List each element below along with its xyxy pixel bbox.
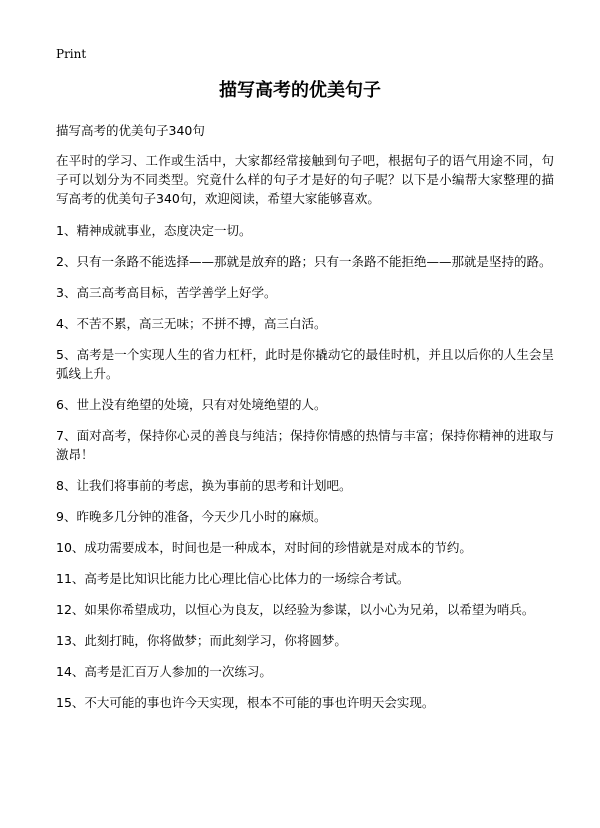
list-item: 8、让我们将事前的考虑，换为事前的思考和计划吧。 [56, 478, 352, 493]
list-item: 15、不大可能的事也许今天实现，根本不可能的事也许明天会实现。 [56, 695, 435, 710]
list-item: 3、高三高考高目标，苦学善学上好学。 [56, 285, 277, 300]
list-item: 9、昨晚多几分钟的准备，今天少几小时的麻烦。 [56, 509, 327, 524]
list-item: 14、高考是汇百万人参加的一次练习。 [56, 664, 272, 679]
list-item: 1、精神成就事业，态度决定一切。 [56, 223, 252, 238]
list-item: 11、高考是比知识比能力比心理比信心比体力的一场综合考试。 [56, 571, 410, 586]
document-subtitle: 描写高考的优美句子340句 [56, 123, 205, 138]
list-item: 6、世上没有绝望的处境，只有对处境绝望的人。 [56, 397, 327, 412]
document-body [56, 121, 554, 724]
list-item: 10、成功需要成本，时间也是一种成本，对时间的珍惜就是对成本的节约。 [56, 540, 472, 555]
list-item: 13、此刻打盹，你将做梦；而此刻学习，你将圆梦。 [56, 633, 347, 648]
intro-paragraph: 在平时的学习、工作或生活中，大家都经常接触到句子吧，根据句子的语气用途不同，句子可以划分为不同类型。究竟什么样的句子才是好的句子呢？以下是小编帮大家整理的描写高考的优美句子340句，欢迎阅读，希望大家能够喜欢。 [56, 153, 554, 206]
list-item: 4、不苦不累，高三无味；不拼不搏，高三白活。 [56, 316, 327, 331]
list-item: 7、面对高考，保持你心灵的善良与纯洁；保持你情感的热情与丰富；保持你精神的进取与激昂！ [56, 428, 554, 462]
list-item: 5、高考是一个实现人生的省力杠杆，此时是你撬动它的最佳时机，并且以后你的人生会呈弧线上升。 [56, 347, 554, 381]
page-title: 描写高考的优美句子 [219, 80, 381, 101]
sentence-list [56, 221, 554, 712]
list-item: 12、如果你希望成功，以恒心为良友，以经验为参谋，以小心为兄弟，以希望为哨兵。 [56, 602, 535, 617]
print-label: Print [56, 47, 87, 61]
list-item: 2、只有一条路不能选择——那就是放弃的路；只有一条路不能拒绝——那就是坚持的路。 [56, 254, 552, 269]
